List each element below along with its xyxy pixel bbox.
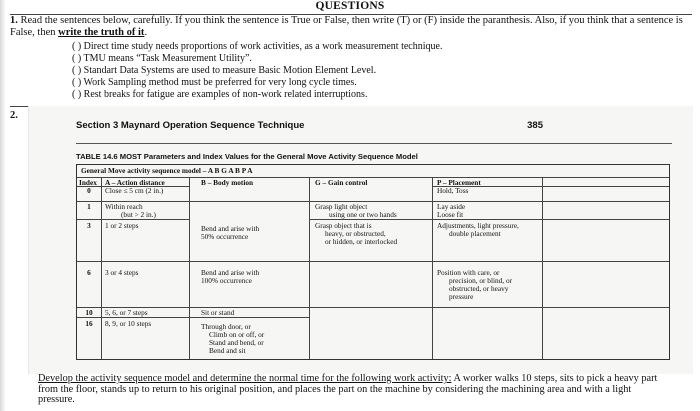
table-cell: Grasp light object [315, 202, 368, 211]
table-cell: Sit or stand [201, 308, 235, 317]
index-value: 1 [87, 202, 91, 211]
header-body-motion: B – Body motion [201, 178, 254, 187]
header-gain-control: G – Gain control [315, 178, 368, 187]
table-cell: pressure [449, 292, 474, 301]
question-1-instruction [10, 15, 694, 39]
page-title: QUESTIONS [315, 0, 385, 12]
true-false-list [72, 41, 442, 101]
table-cell: (but > 2 in.) [121, 210, 156, 219]
table-cell: 100% occurrence [201, 276, 252, 285]
book-section-header: Section 3 Maynard Operation Sequence Technique [76, 120, 305, 131]
table-cell: Position with care, or [437, 268, 500, 277]
table-cell: Bend and arise with [201, 268, 260, 277]
table-cell: Hold, Toss [437, 186, 469, 195]
question-1-number: 1. [10, 15, 18, 26]
table-cell: or hidden, or interlocked [325, 237, 398, 246]
true-false-item: ( ) TMU means “Task Measurement Utility”. [72, 53, 252, 65]
table-cell: Loose fit [437, 210, 464, 219]
question-1-text: Read the sentences below, carefully. If you think the sentence is True or False, then write (T) or (F) inside the paranthesis. Also, if you think that a sentence is False, then [10, 15, 683, 38]
most-parameter-table [76, 164, 670, 360]
table-cell: 3 or 4 steps [105, 268, 139, 277]
table-col-rule [309, 177, 310, 359]
table-col-rule [432, 177, 433, 359]
book-header-rule [76, 143, 672, 144]
table-cell: Within reach [105, 202, 143, 211]
table-rule [77, 307, 669, 308]
true-false-item: ( ) Direct time study needs proportions of work activities, as a work measurement technique. [72, 41, 443, 52]
header-action-distance: A – Action distance [105, 178, 165, 187]
true-false-item: ( ) Rest breaks for fatigue are examples of non-work related interruptions. [72, 89, 368, 101]
true-false-item: ( ) Work Sampling method must be preferred for very long cycle times. [72, 77, 357, 89]
table-rule [77, 177, 669, 178]
table-cell: Through door, or [201, 322, 251, 331]
index-value: 0 [87, 186, 91, 195]
table-col-rule [189, 177, 190, 359]
table-cell: Bend and arise with [201, 224, 260, 233]
question-2-prompt [38, 374, 664, 406]
question-1-emphasis: write the truth of it [58, 27, 145, 38]
index-value: 10 [85, 308, 93, 317]
table-cell: double placement [449, 229, 501, 238]
table-cell: Adjustments, light pressure, [437, 221, 519, 230]
table-cell: 8, 9, or 10 steps [105, 319, 152, 328]
table-cell: Lay aside [437, 202, 466, 211]
table-cell: Stand and bend, or [209, 338, 264, 347]
table-col-rule [101, 177, 102, 359]
table-cell: heavy, or obstructed, [325, 229, 386, 238]
table-cell: Climb on or off, or [209, 330, 265, 339]
index-value: 3 [87, 221, 91, 230]
header-index: Index [79, 178, 97, 187]
table-cell: Bend and sit [209, 346, 246, 355]
table-cell: Close ≤ 5 cm (2 in.) [105, 186, 164, 195]
question-2-prompt-rest: A worker walks 10 steps, sits to pick a heavy part from the floor, stands up to return to his original position, and places the part on the machine by considering the machining area and with a light pressure. [38, 373, 658, 405]
question-1-end: . [144, 27, 148, 38]
question-2-prompt-underlined: Develop the activity sequence model and determine the normal time for the following work activity: [38, 373, 452, 384]
index-value: 16 [85, 319, 93, 328]
table-col-rule [542, 177, 543, 359]
header-placement: P – Placement [437, 178, 481, 187]
true-false-item: ( ) Standart Data Systems are used to measure Basic Motion Element Level. [72, 65, 377, 77]
table-rule [77, 201, 669, 202]
table-cell: 5, 6, or 7 steps [105, 308, 148, 317]
table-rule [77, 261, 669, 262]
question-2-number: 2. [10, 110, 18, 121]
table-cell: Grasp object that is [315, 221, 372, 230]
table-cell: 50% occurrence [201, 232, 249, 241]
table-cell: using one or two hands [329, 210, 397, 219]
table-model-caption: General Move activity sequence model – A B G A B P A [81, 166, 253, 175]
table-title: TABLE 14.6 MOST Parameters and Index Values for the General Move Activity Sequence Model [76, 152, 418, 161]
book-page-number: 385 [527, 120, 543, 131]
table-cell: precision, or blind, or [449, 276, 513, 285]
scan-edge-shadow [0, 0, 6, 411]
table-cell: obstructed, or heavy [449, 284, 509, 293]
table-cell: 1 or 2 steps [105, 221, 139, 230]
index-value: 6 [87, 268, 91, 277]
textbook-photo [28, 106, 693, 374]
